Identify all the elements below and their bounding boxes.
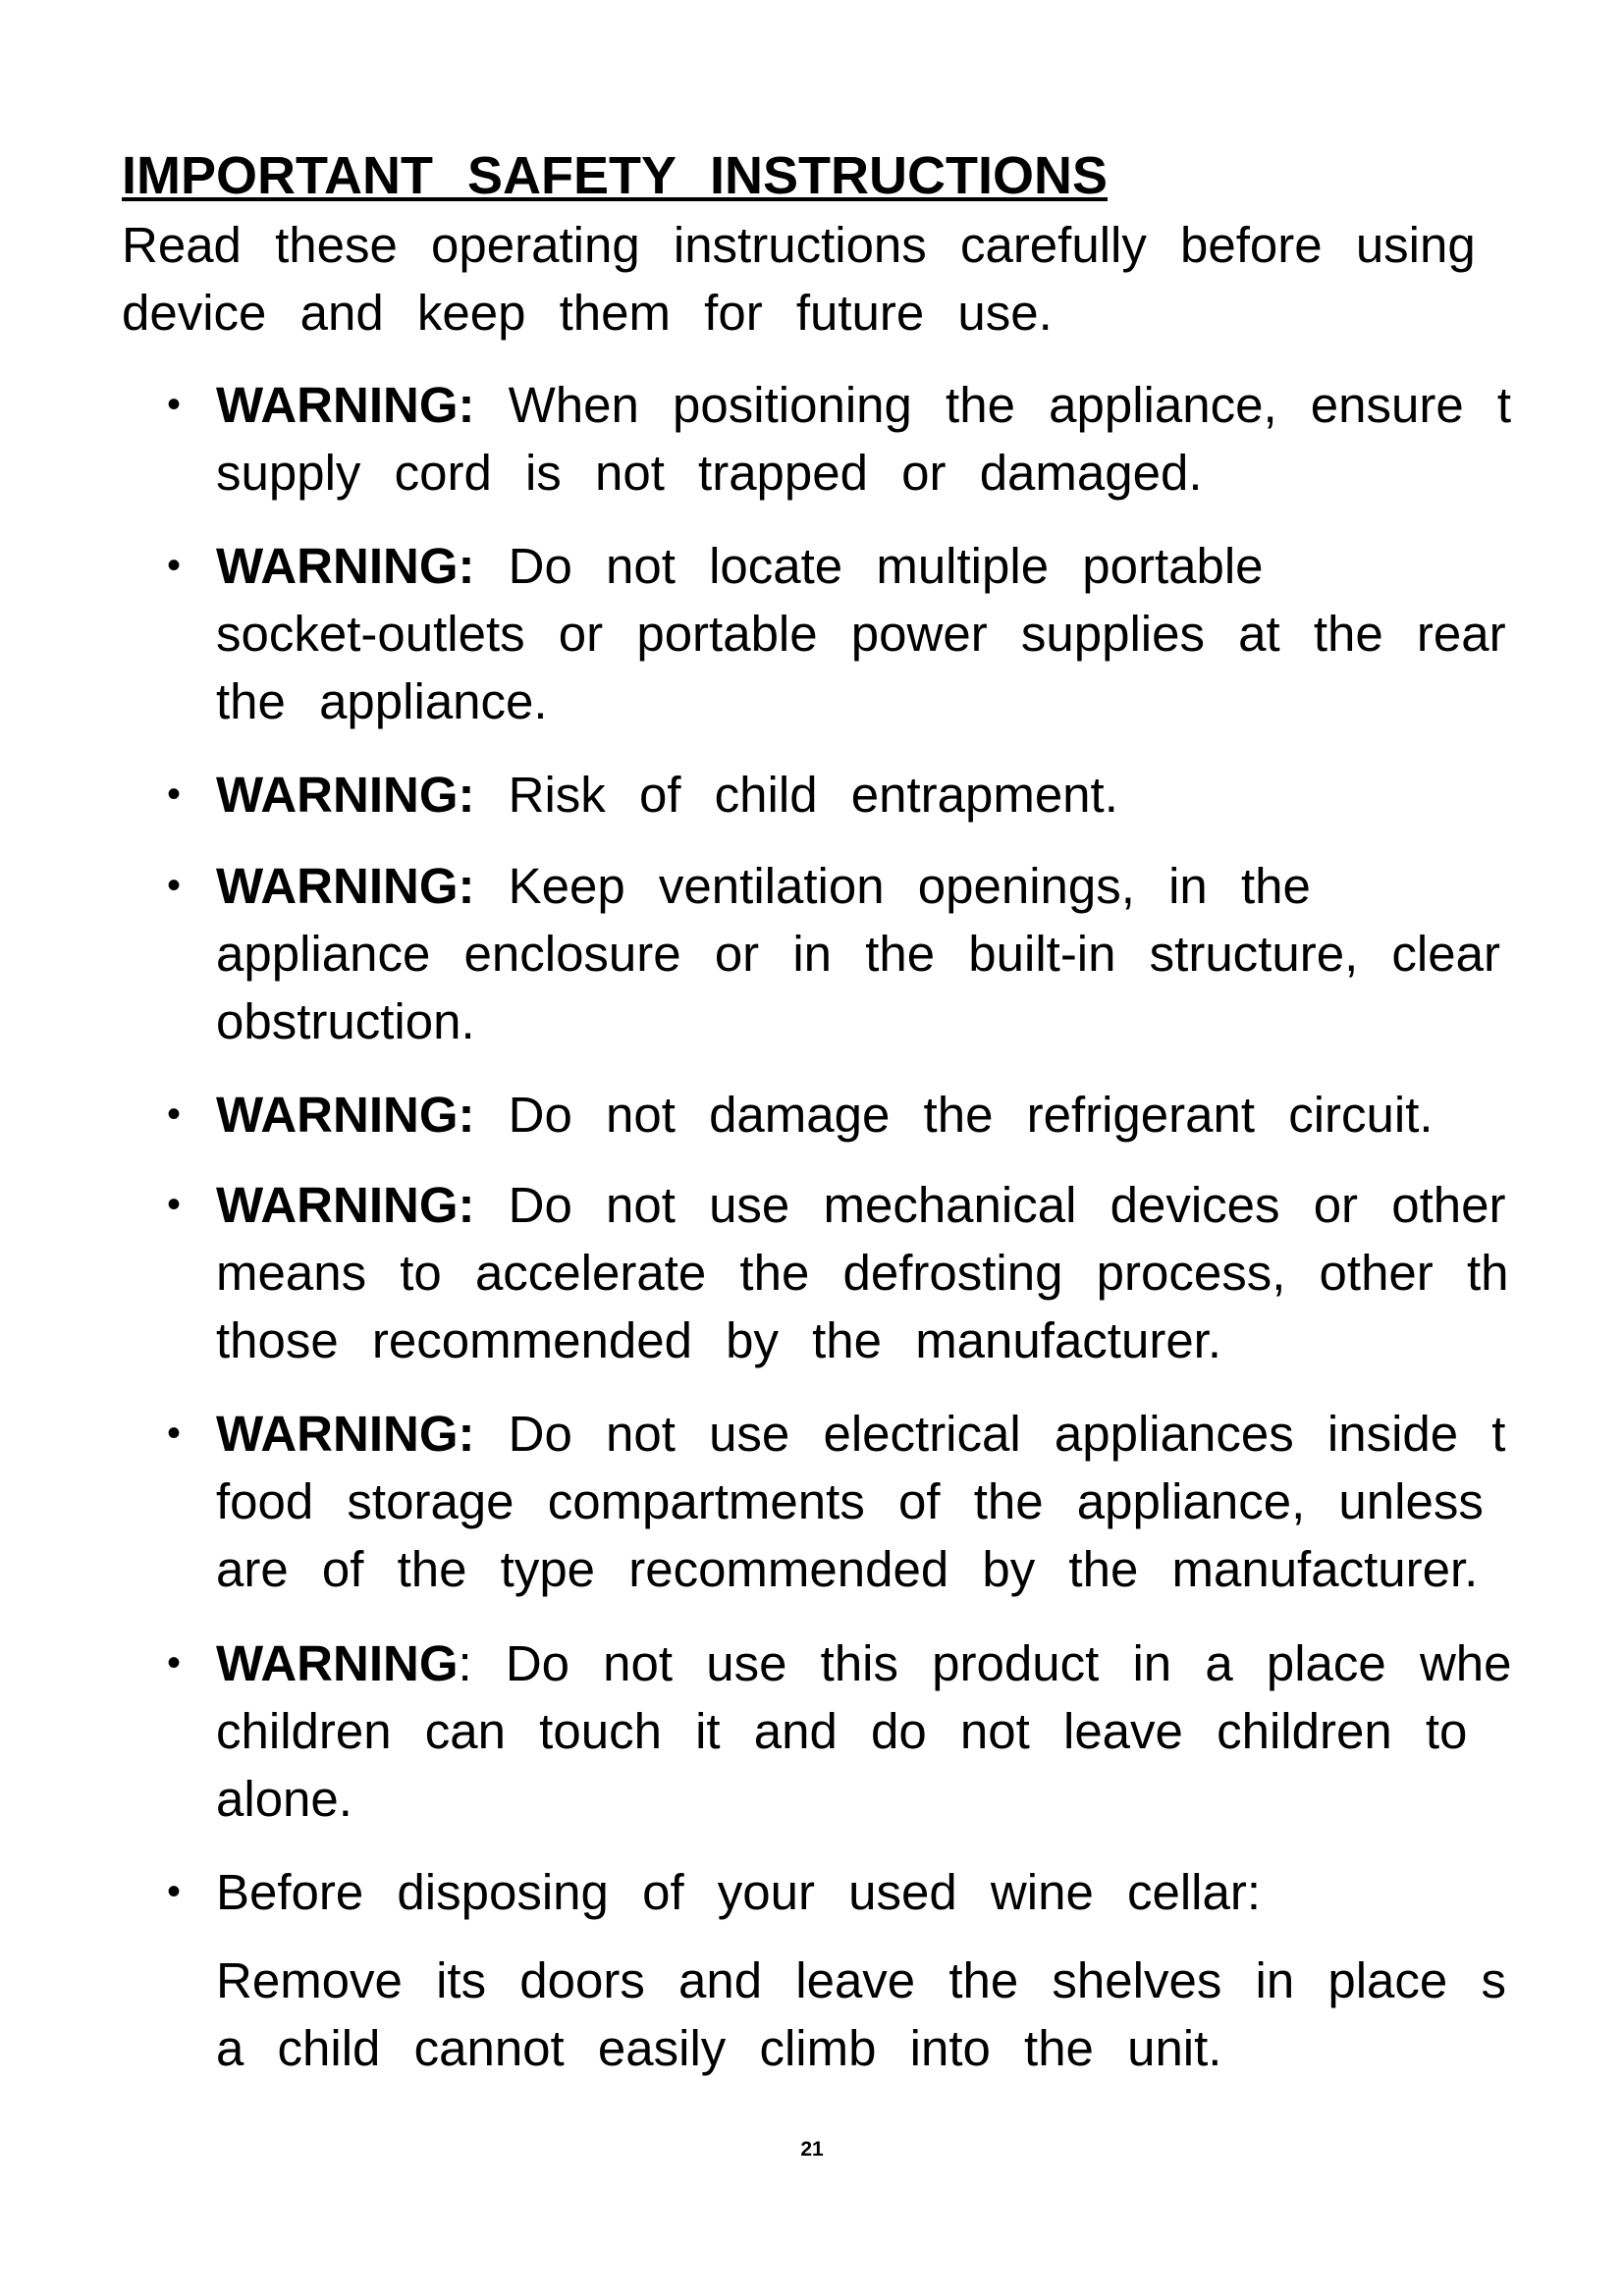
warning-label: WARNING: (216, 1406, 475, 1462)
warning-label: WARNING: (216, 858, 475, 914)
bullet-icon: • (167, 383, 182, 426)
warning-label: WARNING: (216, 767, 475, 823)
warning-label: WARNING: (216, 377, 475, 433)
warning-text: Do not damage the refrigerant circuit. (474, 1087, 1434, 1143)
warning-label: WARNING: (216, 538, 475, 594)
bullet-icon: • (167, 1093, 182, 1136)
list-item-text (216, 1081, 1610, 1148)
bullet-icon: • (167, 1641, 182, 1684)
warning-text: Keep ventilation openings, in the appliance enclosure or in the built-in structure, clear obstruction. (216, 858, 1500, 1049)
warning-text: Do not locate multiple portable socket-outlets or portable power supplies at the rear the appliance. (216, 538, 1506, 729)
bullet-icon: • (167, 1183, 182, 1226)
list-item-text (216, 532, 1610, 735)
bullet-icon: • (167, 1412, 182, 1455)
warning-label: WARNING (216, 1635, 459, 1691)
warning-text: Risk of child entrapment. (474, 767, 1118, 823)
list-item-text (216, 371, 1610, 507)
bullet-icon: • (167, 1870, 182, 1913)
warning-text: When positioning the appliance, ensure t supply cord is not trapped or damaged. (216, 377, 1512, 501)
warning-text: Do not use electrical appliances inside t food storage compartments of the appliance, unless are of the type recommended by the manufacturer. (216, 1406, 1506, 1597)
disposal-note: Remove its doors and leave the shelves in place s a child cannot easily climb into the unit. (216, 1952, 1506, 2076)
warning-text: : Do not use this product in a place whe children can touch it and do not leave children to alone. (216, 1635, 1512, 1827)
page-title: IMPORTANT SAFETY INSTRUCTIONS (122, 146, 1109, 205)
list-item-text (216, 1629, 1610, 1833)
list-item-text (216, 852, 1610, 1055)
list-item-text (216, 1858, 1610, 1926)
list-item-text (216, 761, 1610, 828)
page-number: 21 (800, 2138, 824, 2161)
intro-paragraph: Read these operating instructions carefully before using device and keep them for future use. (122, 217, 1476, 341)
warning-label: WARNING: (216, 1087, 475, 1143)
warning-label: WARNING: (216, 1177, 475, 1233)
item-text: Before disposing of your used wine cellar: (216, 1864, 1262, 1920)
bullet-icon: • (167, 773, 182, 816)
list-item-text (216, 1400, 1610, 1603)
bullet-icon: • (167, 544, 182, 587)
bullet-icon: • (167, 864, 182, 907)
warning-text: Do not use mechanical devices or other means to accelerate the defrosting process, other th those recommended by the manufacturer. (216, 1177, 1509, 1368)
list-item-text (216, 1171, 1610, 1374)
